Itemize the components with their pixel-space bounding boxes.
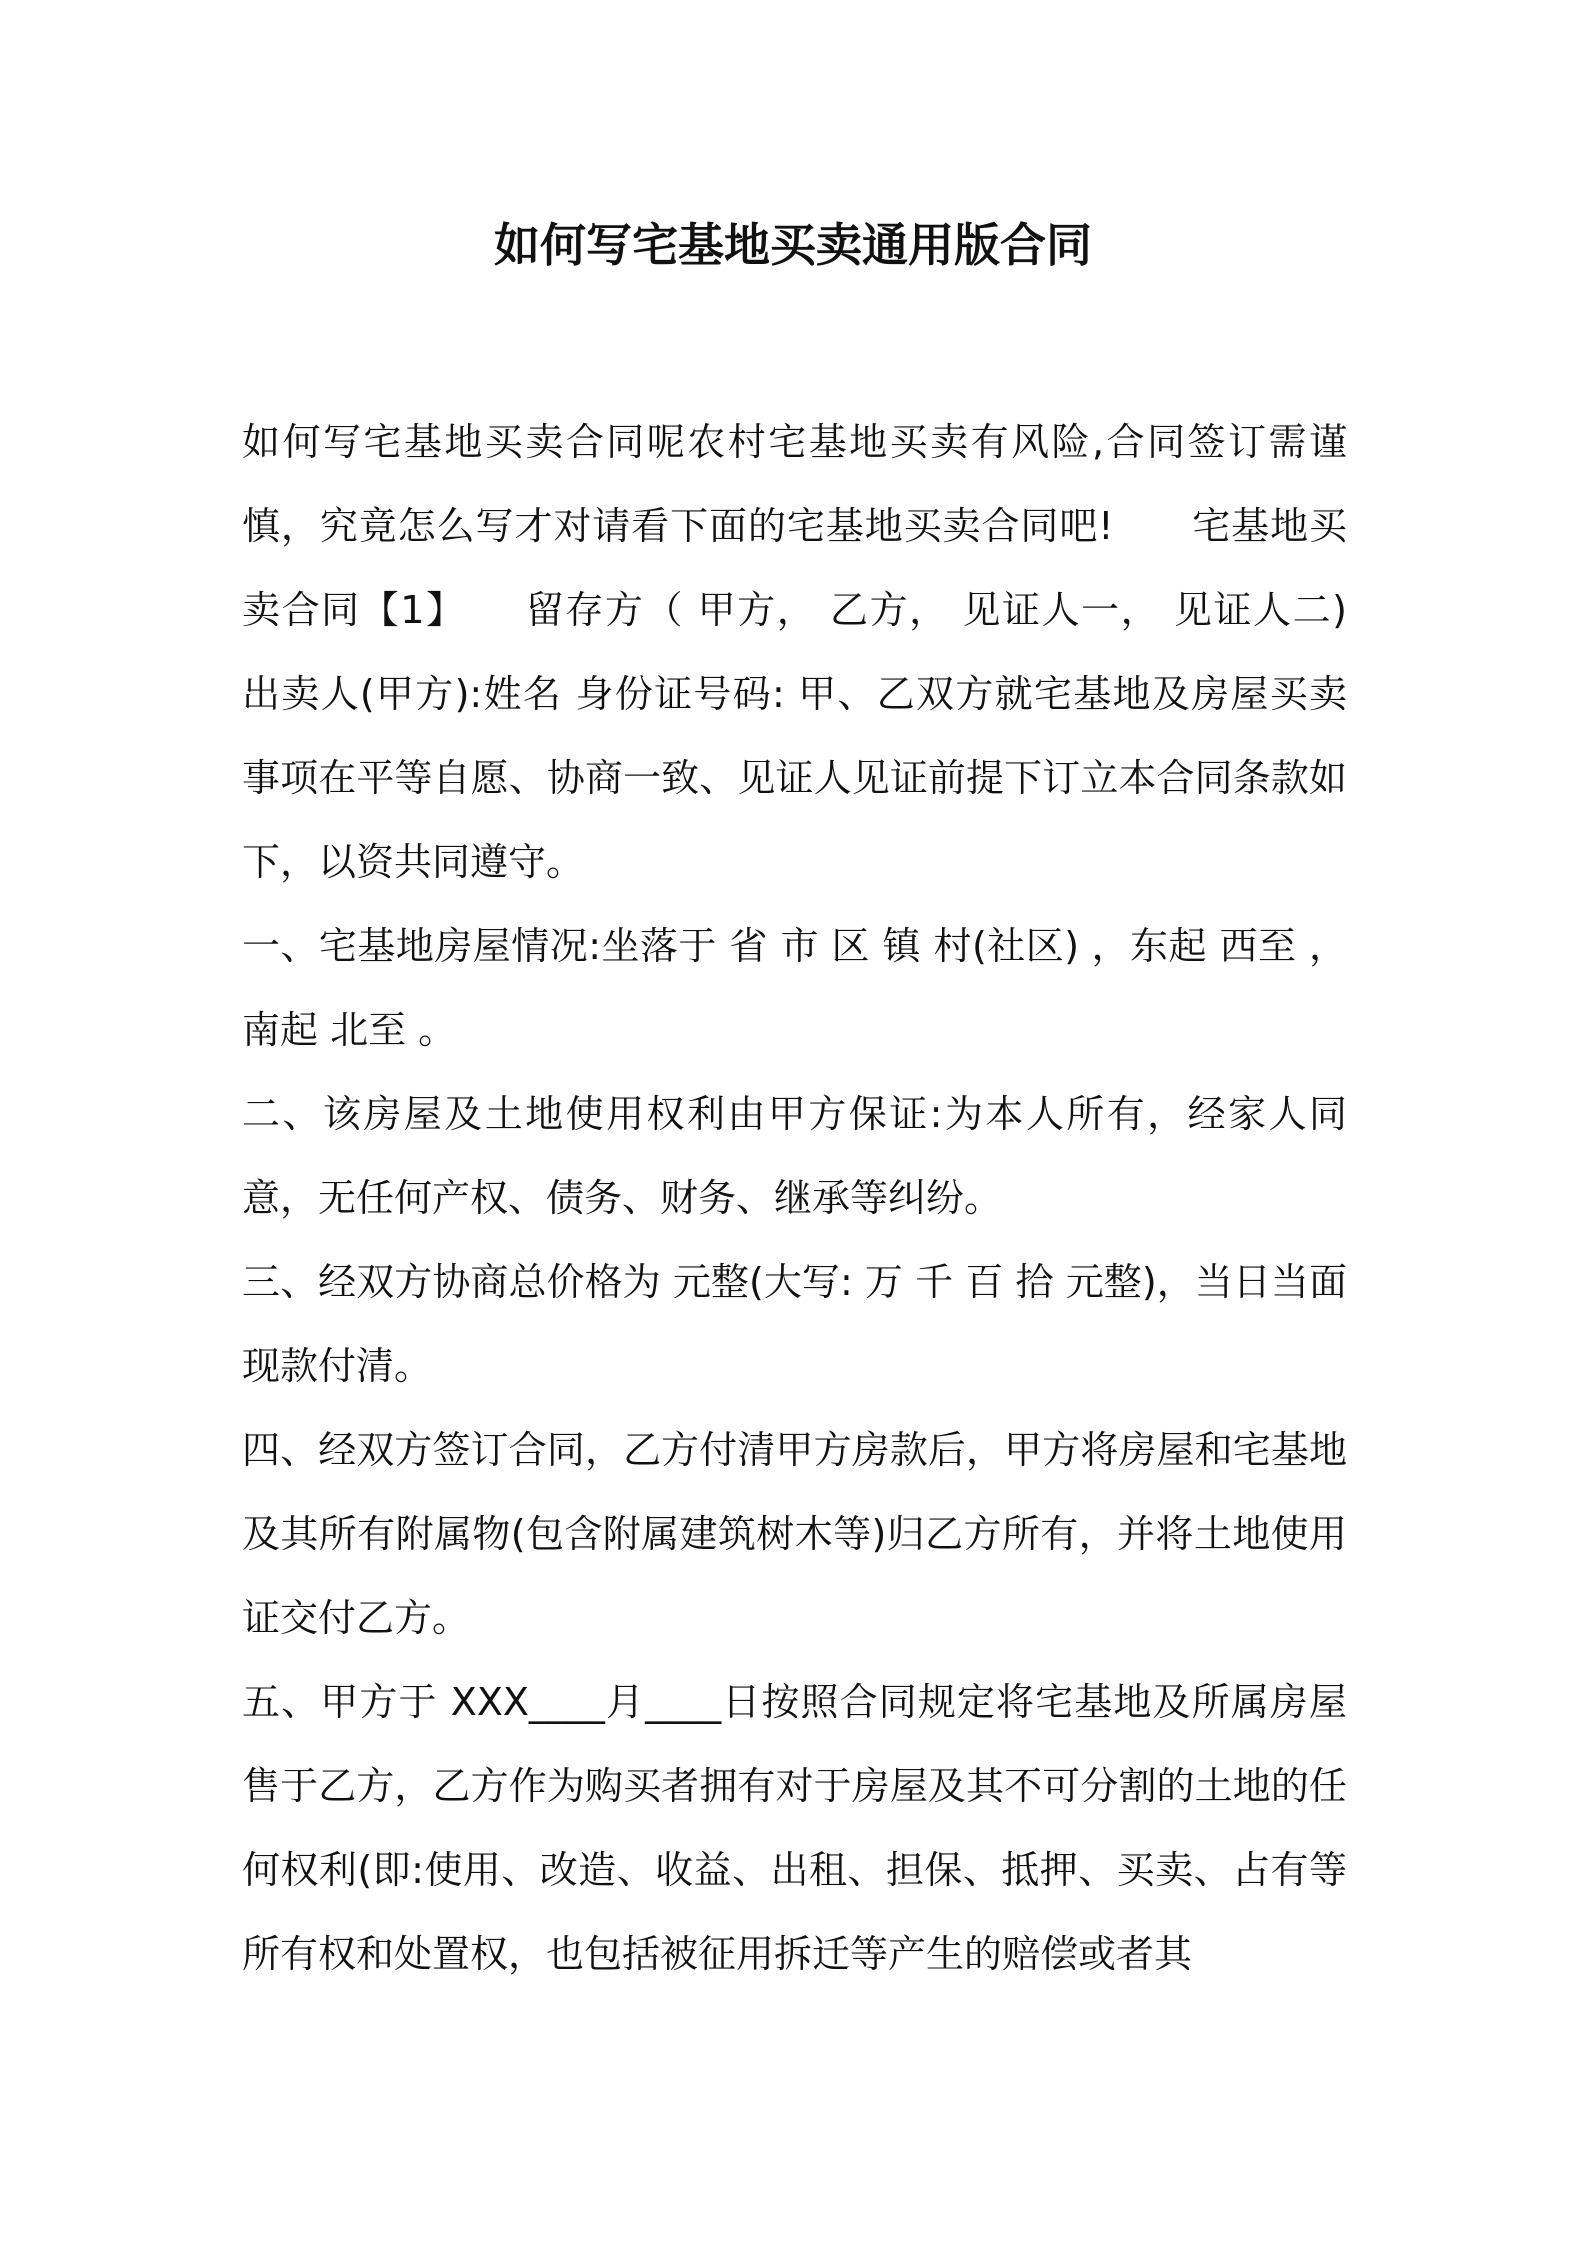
document-body (242, 400, 1424, 1996)
paragraph-clause-2: 二、该房屋及土地使用权利由甲方保证:为本人所有，经家人同意，无任何产权、债务、财务、继承等纠纷。 (242, 1092, 1347, 1220)
paragraph-clause-1: 一、宅基地房屋情况:坐落于 省 市 区 镇 村(社区) ，东起 西至 ，南起 北至 。 (242, 924, 1347, 1052)
paragraph-clause-3: 三、经双方协商总价格为 元整(大写: 万 千 百 拾 元整)，当日当面现款付清。 (242, 1260, 1347, 1388)
document-title: 如何写宅基地买卖通用版合同 (494, 218, 1092, 272)
paragraph-clause-5: 五、甲方于 XXX____月____日按照合同规定将宅基地及所属房屋售于乙方，乙方作为购买者拥有对于房屋及其不可分割的土地的任何权利(即:使用、改造、收益、出租、担保、抵押、买卖、占有等所有权和处置权，也包括被征用拆迁等产生的赔偿或者其 (242, 1680, 1347, 1976)
paragraph-clause-4: 四、经双方签订合同，乙方付清甲方房款后，甲方将房屋和宅基地及其所有附属物(包含附属建筑树木等)归乙方所有，并将土地使用证交付乙方。 (242, 1428, 1347, 1640)
paragraph-intro: 如何写宅基地买卖合同呢农村宅基地买卖有风险,合同签订需谨慎，究竟怎么写才对请看下面的宅基地买卖合同吧! 宅基地买卖合同【1】 留存方（ 甲方， 乙方， 见证人一， 见证人二) 出卖人(甲方):姓名 身份证号码: 甲、乙双方就宅基地及房屋买卖事项在平等自愿、协商一致、见证人见证前提下订立本合同条款如下，以资共同遵守。 (242, 420, 1424, 884)
